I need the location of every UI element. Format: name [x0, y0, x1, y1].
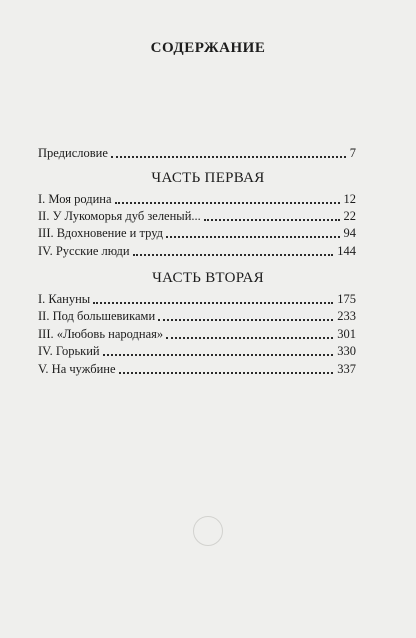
dot-leader: [115, 202, 340, 204]
toc-entry-page: 337: [337, 362, 356, 376]
dot-leader: [103, 354, 334, 356]
dot-leader: [158, 319, 333, 321]
toc-entry-label: I. Кануны: [38, 292, 91, 306]
dot-leader: [93, 302, 333, 304]
toc-entry[interactable]: [38, 244, 356, 260]
dot-leader: [166, 236, 339, 238]
toc-entry[interactable]: [38, 362, 356, 378]
toc-entry-page: 22: [343, 209, 356, 223]
bleed-through-circle: [193, 516, 223, 546]
toc-entry[interactable]: [38, 344, 356, 360]
toc-entry-page: 94: [343, 226, 356, 240]
toc-entry-label: III. «Любовь народная»: [38, 327, 164, 341]
toc-entry-label: II. Под большевиками: [38, 309, 156, 323]
toc-entry[interactable]: [38, 327, 356, 343]
toc-entry-page: 7: [349, 146, 356, 160]
toc-entry[interactable]: [38, 309, 356, 325]
toc-entry-page: 330: [337, 344, 356, 358]
toc-entry[interactable]: [38, 226, 356, 242]
toc-entry[interactable]: [38, 292, 356, 308]
dot-leader: [119, 372, 334, 374]
part-two-heading: ЧАСТЬ ВТОРАЯ: [152, 270, 264, 286]
toc-entry-page: 175: [337, 292, 356, 306]
toc-entry-label: III. Вдохновение и труд: [38, 226, 164, 240]
toc-entry-page: 301: [337, 327, 356, 341]
toc-entry[interactable]: [38, 209, 356, 225]
toc-entry-label: V. На чужбине: [38, 362, 116, 376]
toc-entry-page: 144: [337, 244, 356, 258]
toc-entry-label: IV. Горький: [38, 344, 100, 358]
toc-entry-label: IV. Русские люди: [38, 244, 130, 258]
dot-leader: [133, 254, 334, 256]
toc-entry-label: Предисловие: [38, 146, 108, 160]
toc-entry-page: 233: [337, 309, 356, 323]
dot-leader: [204, 219, 340, 221]
toc-entry-label: II. У Лукоморья дуб зеленый...: [38, 209, 201, 223]
dot-leader: [166, 337, 333, 339]
toc-entry[interactable]: [38, 192, 356, 208]
part-one-heading: ЧАСТЬ ПЕРВАЯ: [151, 170, 265, 186]
dot-leader: [111, 156, 346, 158]
toc-entry-page: 12: [343, 192, 356, 206]
page-title: СОДЕРЖАНИЕ: [150, 40, 266, 56]
toc-entry-preface[interactable]: [38, 146, 356, 162]
toc-entry-label: I. Моя родина: [38, 192, 112, 206]
